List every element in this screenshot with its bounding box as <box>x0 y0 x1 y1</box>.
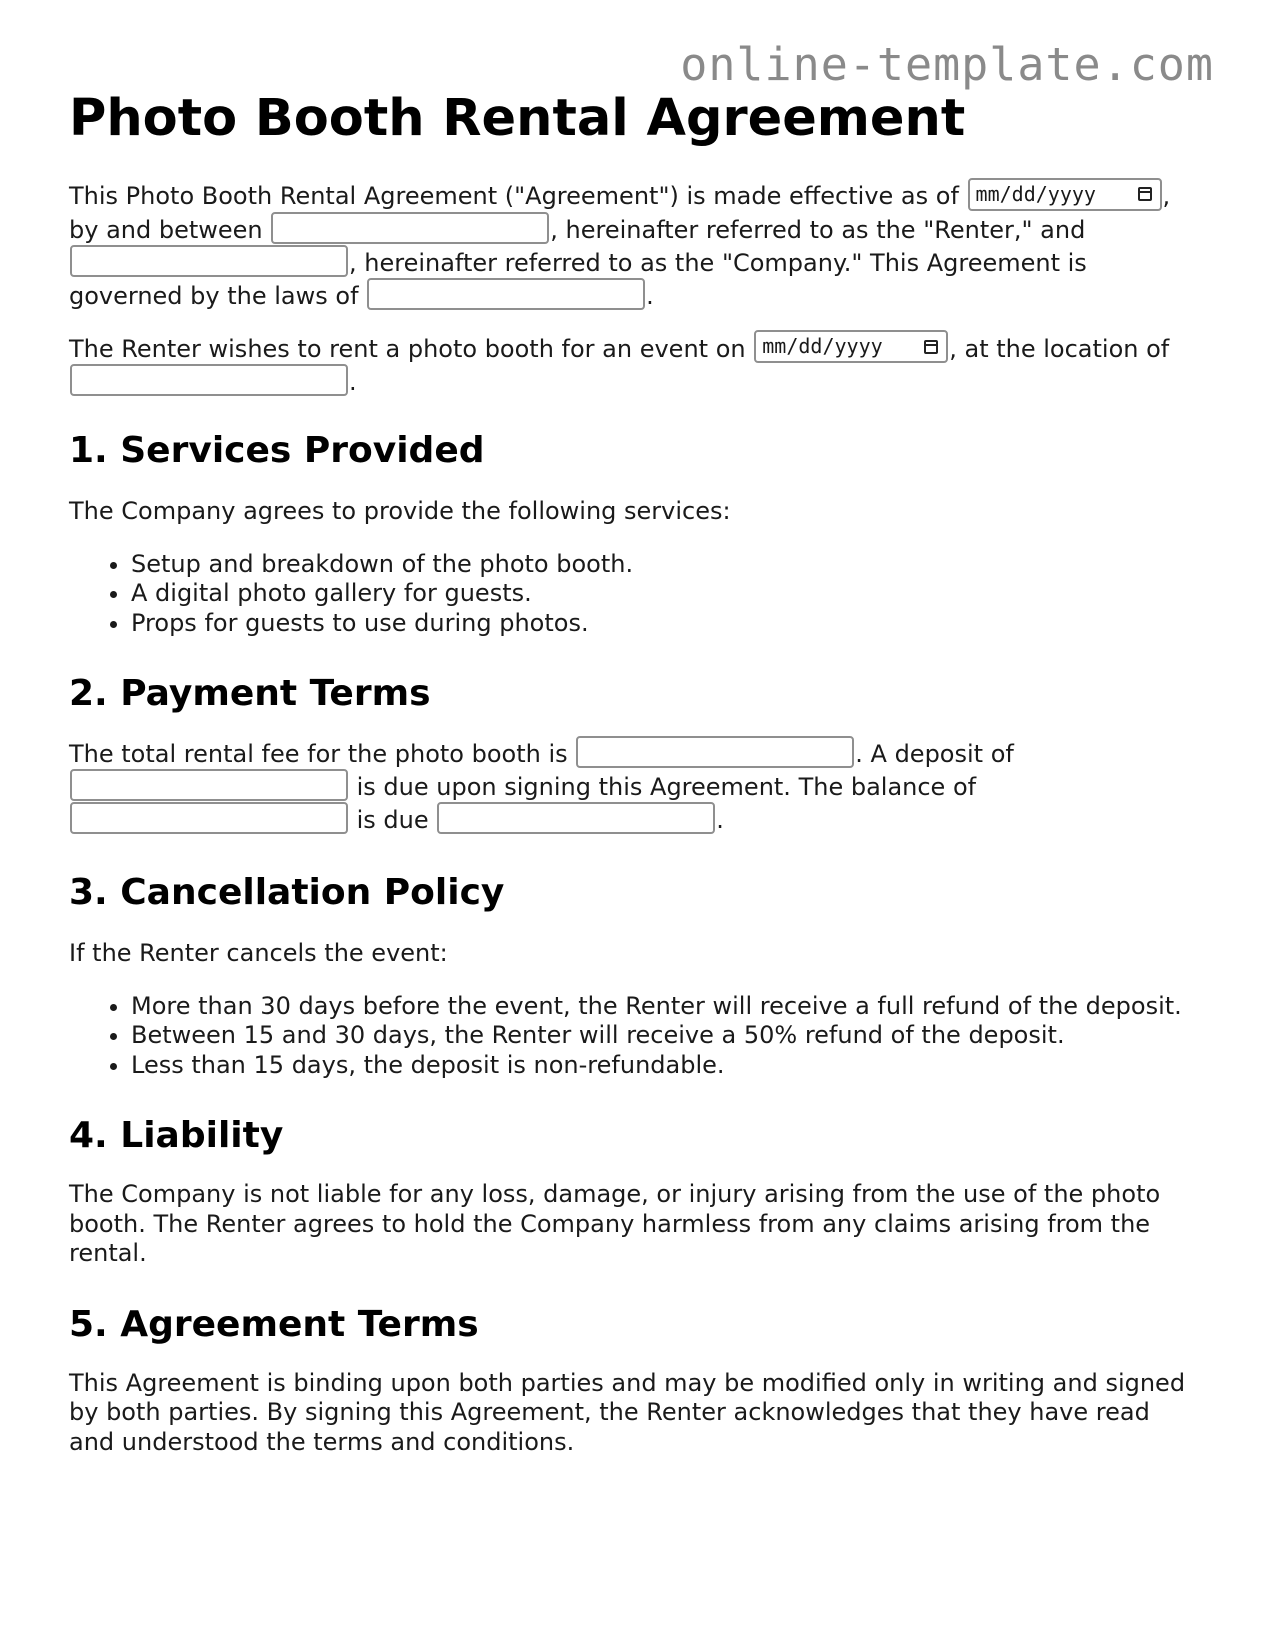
intro-text: , hereinafter referred to as the "Company." This Agreement is governed by the laws of <box>69 248 1087 310</box>
renter-name-input[interactable] <box>271 212 549 244</box>
governing-law-input[interactable] <box>367 278 645 310</box>
deposit-input[interactable] <box>70 769 348 801</box>
section-heading: 4. Liability <box>69 1115 284 1156</box>
balance-input[interactable] <box>70 802 348 834</box>
services-list <box>69 550 1199 639</box>
payment-text: is due upon signing this Agreement. The balance of <box>349 773 977 801</box>
list-item: • Setup and breakdown of the photo booth. <box>131 550 1199 580</box>
date-placeholder: mm/dd/yyyy <box>975 181 1096 206</box>
section-services <box>69 429 1199 638</box>
payment-text: is due <box>349 806 437 834</box>
section-cancellation <box>69 871 1199 1080</box>
list-item: • Props for guests to use during photos. <box>131 609 1199 639</box>
intro-text: , hereinafter referred to as the "Renter," and <box>550 215 1086 244</box>
list-item: • More than 30 days before the event, the Renter will receive a full refund of the deposit. <box>131 992 1199 1022</box>
event-date-input[interactable] <box>754 330 948 363</box>
calendar-icon[interactable] <box>1138 187 1152 201</box>
section-heading: 1. Services Provided <box>69 430 485 471</box>
effective-date-input[interactable] <box>968 178 1162 211</box>
watermark: online-template.com <box>680 38 1214 91</box>
company-name-input[interactable] <box>70 245 348 277</box>
event-location-input[interactable] <box>70 364 348 396</box>
event-text: The Renter wishes to rent a photo booth for an event on <box>69 334 754 363</box>
section-intro: If the Renter cancels the event: <box>69 939 448 967</box>
section-heading: 2. Payment Terms <box>69 673 431 714</box>
section-liability <box>69 1114 1199 1269</box>
date-placeholder: mm/dd/yyyy <box>762 334 883 359</box>
list-item: • Less than 15 days, the deposit is non-refundable. <box>131 1051 1199 1081</box>
event-paragraph <box>69 333 1199 400</box>
page-title: Photo Booth Rental Agreement <box>69 89 966 148</box>
liability-text: The Company is not liable for any loss, damage, or injury arising from the use of the photo booth. The Renter agrees to hold the Company harmless from any claims arising from the rental. <box>69 1180 1161 1267</box>
intro-text: , by and between <box>69 182 1171 244</box>
payment-text: . <box>716 806 724 834</box>
intro-text: . <box>646 281 654 310</box>
event-text: , at the location of <box>949 334 1170 363</box>
list-item: • Between 15 and 30 days, the Renter will receive a 50% refund of the deposit. <box>131 1021 1199 1051</box>
agreement-terms-text: This Agreement is binding upon both parties and may be modified only in writing and signed by both parties. By signing this Agreement, the Renter acknowledges that they have read and understood the terms and conditions. <box>69 1368 1186 1456</box>
section-heading: 5. Agreement Terms <box>69 1303 479 1345</box>
payment-text: . A deposit of <box>855 740 1014 768</box>
document <box>69 84 1199 1477</box>
balance-due-date-input[interactable] <box>437 802 715 834</box>
total-fee-input[interactable] <box>576 736 854 768</box>
intro-paragraph <box>69 180 1199 313</box>
event-text: . <box>349 368 357 396</box>
list-item: • A digital photo gallery for guests. <box>131 579 1199 609</box>
calendar-icon[interactable] <box>924 340 938 354</box>
section-payment <box>69 672 1199 837</box>
payment-text: The total rental fee for the photo booth is <box>69 740 576 768</box>
section-intro: The Company agrees to provide the following services: <box>69 497 731 525</box>
section-agreement-terms <box>69 1303 1199 1458</box>
cancellation-list <box>69 992 1199 1081</box>
payment-paragraph <box>69 738 1199 837</box>
intro-text: This Photo Booth Rental Agreement ("Agreement") is made effective as of <box>69 182 967 210</box>
section-heading: 3. Cancellation Policy <box>69 872 505 913</box>
